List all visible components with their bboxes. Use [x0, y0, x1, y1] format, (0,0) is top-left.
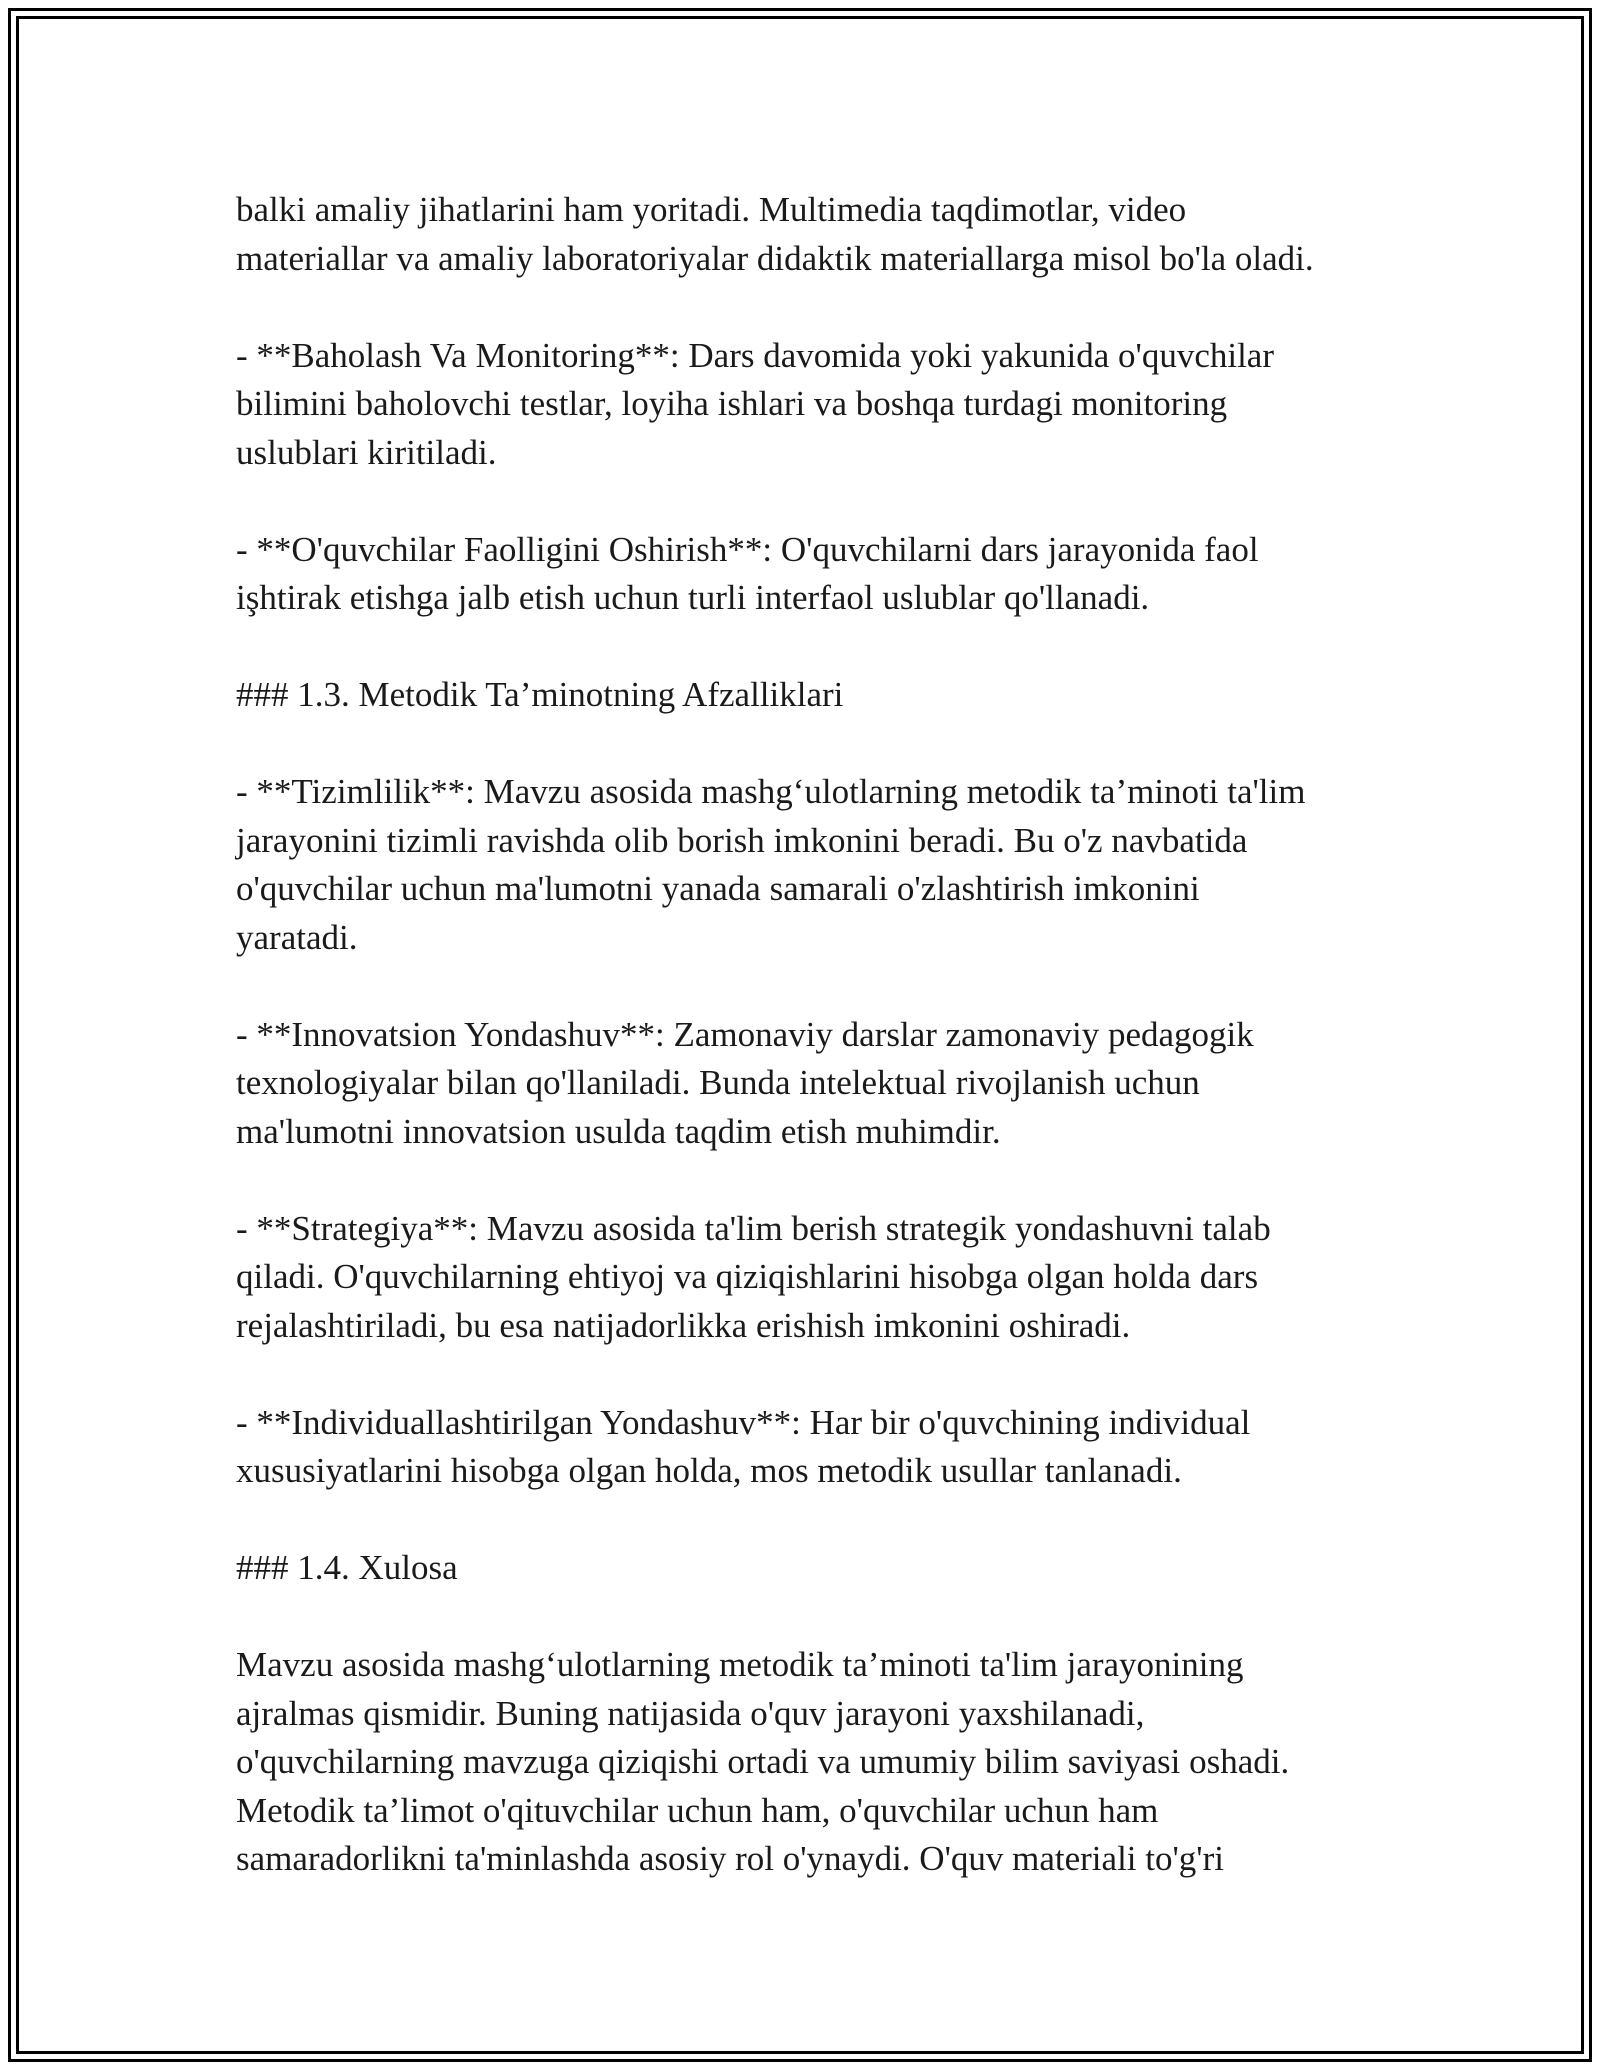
- list-item-baholash-va-monitoring: - **Baholash Va Monitoring**: Dars davomida yoki yakunida o'quvchilar bilimini baholovchi testlar, loyiha ishlari va boshqa turdagi monitoring uslublari kiritiladi.: [236, 335, 1274, 472]
- list-item-oquvchilar-faolligini-oshirish: - **O'quvchilar Faolligini Oshirish**: O'quvchilarni dars jarayonida faol işhtirak etishga jalb etish uchun turli interfaol uslublar qo'llanadi.: [236, 529, 1259, 617]
- list-item-innovatsion-yondashuv: - **Innovatsion Yondashuv**: Zamonaviy darslar zamonaviy pedagogik texnologiyalar bilan qo'llaniladi. Bunda intelektual rivojlanish uchun ma'lumotni innovatsion usulda taqdim etish muhimdir.: [236, 1014, 1254, 1151]
- section-heading-1-3: ### 1.3. Metodik Ta’minotning Afzalliklari: [236, 675, 844, 714]
- section-heading-1-4: ### 1.4. Xulosa: [236, 1548, 458, 1587]
- paragraph-xulosa: Mavzu asosida mashg‘ulotlarning metodik ta’minoti ta'lim jarayonining ajralmas qismidir. Buning natijasida o'quv jarayoni yaxshilanadi, o'quvchilarning mavzuga qiziqishi ortadi va umumiy bilim saviyasi oshadi. Metodik ta’limot o'qituvchilar uchun ham, o'quvchilar uchun ham samaradorlikni ta'minlashda asosiy rol o'ynaydi. O'quv materiali to'g'ri: [236, 1645, 1290, 1878]
- document-body: [236, 186, 1386, 1884]
- list-item-individuallashtirilgan-yondashuv: - **Individuallashtirilgan Yondashuv**: Har bir o'quvchining individual xususiyatlarini hisobga olgan holda, mos metodik usullar tanlanadi.: [236, 1402, 1251, 1490]
- list-item-strategiya: - **Strategiya**: Mavzu asosida ta'lim berish strategik yondashuvni talab qiladi. O'quvchilarning ehtiyoj va qiziqishlarini hisobga olgan holda dars rejalashtiriladi, bu esa natijadorlikka erishish imkonini oshiradi.: [236, 1208, 1271, 1345]
- list-item-tizimlilik: - **Tizimlilik**: Mavzu asosida mashg‘ulotlarning metodik ta’minoti ta'lim jarayonini tizimli ravishda olib borish imkonini beradi. Bu o'z navbatida o'quvchilar uchun ma'lumotni yanada samarali o'zlashtirish imkonini yaratadi.: [236, 772, 1306, 957]
- paragraph-multimedia-continuation: balki amaliy jihatlarini ham yoritadi. Multimedia taqdimotlar, video materiallar va amaliy laboratoriyalar didaktik materiallarga misol bo'la oladi.: [236, 190, 1314, 278]
